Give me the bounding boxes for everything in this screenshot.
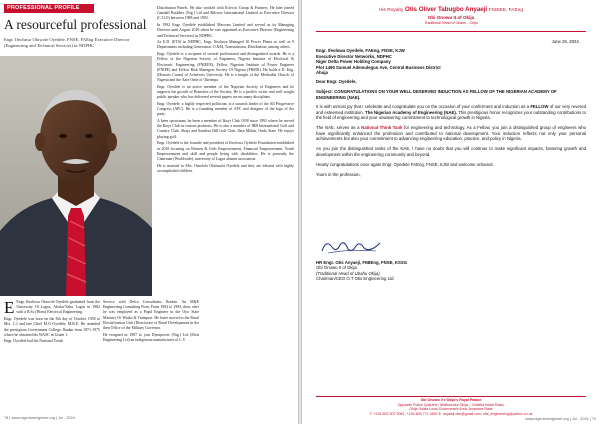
paragraph: It is with utmost joy that I celebrate and congratulate you on the occasion of your conferment and induction as a FELLOW of our very revered and esteemed institution, The Nigerian Academy of Engineering (NAE). This prestigious honor recognizes your outstanding contributions to the field of engineering and your unwavering commitment to technological growth in Nigeria. <box>316 104 587 120</box>
letterhead-name: His Royalty Otis Oliver Tabugbo Anyaeji FSIEEE, FAEng <box>378 6 524 13</box>
section-label: PROFESSIONAL PROFILE <box>4 4 94 13</box>
paragraph: Engr. Oyedele was born on the 8th day of October 1958 to Mrs. C.I and late Chief M.O Oyedele, M.B.E. He attended the prestigious Government College, Ibadan from 1971-1975 where he obtained his WASC in Grade 1. <box>4 317 100 337</box>
salutation: Dear Engr. Oyedele, <box>316 79 357 84</box>
letter-date: June 26, 2024. <box>551 39 580 44</box>
paragraph: As you join the distinguished ranks of the NAE, I have no doubt that you will continue to make significant impacts, fostering growth and development within the engineering community and beyond. <box>316 146 586 157</box>
paragraph: Engr. Oyedele is a recipient of several professional and distinguished awards. He is a Fellow of the Nigerian Society of Engineers, Nigeria Institute of Electrical & Electronic Engineering (FNIEEE), Fellow Nigerian Institute of Power Engineer (FNIPE) and Fellow Risk Managers Society Of Nigeria (FRMN). He holds a D. Eng. (Honoris Causa) of Achievers University. He is a knight of the Methodist Church of Nigeria and the Aare Onse of Okerinpa. <box>157 52 294 83</box>
paragraph: Engr. Oyedele had his National Youth <box>4 339 63 344</box>
article-column-bottom-1 <box>4 300 100 410</box>
page-folio-left: 78 | www.nigerianengineer.org | Jul - 2024 <box>4 416 75 420</box>
paragraph: As E.D. (ETS) in NDPHC, Engr. Ifeoluwa Managed 10 Power Plants as well as 9 Departments including Generation, O &M, Transmission, Distribution, among others. <box>157 40 294 50</box>
article-subtitle: Engr. Ifeoluwa Oluwole Oyedele, FNSE, FAEng Executive Director (Engineering and Technical Services) in NDPHC <box>4 37 130 48</box>
article-column-right <box>157 6 294 296</box>
paragraph: A keen sportsman, he been a member of Ikoyi Club 1938 since 1992 where he served the Ikoyi Club in various positions. He is also a member of IBB International Golf and Country Club, Abuja and Sandora Hill Golf Club, Ilara Mokin, Ondo State. He enjoys playing golf. <box>157 119 294 139</box>
article-title: A resourceful professional <box>4 17 147 32</box>
paragraph: Engr. Oyedele is an active member of the Nigerian Society of Engineers and he supports the growth of Branches of the Society. He is a prolific writer and well sought public speaker who has delivered several papers across many disciplines. <box>157 84 294 100</box>
recipient-address: Engr. Ifeoluwa Oyedele, FAEng, FNSE, KJW Executive Director Networks, NDPHC Niger Delta Power Holding Company Plot 1490 Samuel Ademulegun Ave, Central Business District Abuja <box>316 48 441 76</box>
paragraph: Engr. Oyedele is the founder and president of Ifeoluwa Oyedele Foundation established in 2018 focusing on Women & Girls Empowerment, Financial Empowerment, Youth Empowerment and skill and people living with disabilities. He is presently the Chairman (Worldwide), university of Lagos alumni association. <box>157 141 294 161</box>
paragraph: Hearty congratulations once again Engr. Oyedele FAEng, FNSE, KJW and welcome onboard. <box>316 161 494 167</box>
portrait-photo <box>0 56 152 296</box>
paragraph: In 1992 Engr. Oyedele established Mascom Limited and served as its Managing Director until August 2016 when he was appointed as Executive Director (Engineering and Technical Services) in NDPHC. <box>157 23 294 38</box>
paragraph: He is married to Mrs. Omolola Olufunola Oyedele and they are blessed with highly accomplished children. <box>157 163 294 173</box>
article-column-bottom-2 <box>103 300 199 410</box>
paragraph: The NAE, serves as a National Think Tank for engineering and technology. As a Fellow, you join a distinguished group of engineers who have significantly enhanced the profession and contributed to national development. Your induction reflects not only your personal achievements but also your commitment to advancing engineering education, practice, and policy in Nigeria. <box>316 125 586 142</box>
letter-subject: Subject: CONGRATULATIONS ON YOUR WELL DESERVED INDUCTION AS FELLOW OF THE NIGERIAN ACADEMY OF ENGINEERING (NAE). <box>316 89 557 100</box>
letterhead-title: Obi Onowu II of Okija <box>427 15 475 20</box>
paragraph: Service with Delco Consultants, Ibadan. An M&E Engineering Consulting Firm. From 1982 to 1983, then, after he was employed as a Pupil Engineer in the Oyo State Ministry Of Works & Transport. He latter moved to the Rural Electrification Unit (Directorate of Rural Development in the then Office of the Military Governor. <box>103 300 199 331</box>
drop-cap: E <box>4 300 15 317</box>
letterhead-subtitle: Traditional Head of Obanu - Okija <box>424 21 478 25</box>
footer-divider <box>316 396 586 397</box>
paragraph: E Engr. Ifeoluwa Oluwole Oyedele graduated from the University Of Lagos, Akoka-Yaba, Lagos in 1982 with a B.Sc (Hons) Electrical Engineering. <box>4 300 100 317</box>
paragraph: Yours in the profession, <box>316 171 361 177</box>
signature-block: HR Engr. Otis Anyaeji, FIIBEng, FNSE, KSSG Obi Onowu II of Okija (Traditional Head of Ubahu Okija) Chairman/CEO O.T Otis Engineering Ltd <box>316 260 408 282</box>
letter-body <box>316 104 586 182</box>
letterhead-divider <box>316 31 586 32</box>
paragraph: Engr. Oyedele, a highly respected politician, is a staunch leader of the All Progressive Congress (APC). He is a founding member of APC and designer of the logo of the party. <box>157 101 294 117</box>
letterhead <box>302 6 600 25</box>
right-page <box>302 0 600 424</box>
letter-footer: Obi Onowu II e'Okija's Royal Palace Opposite Police Quarters, Ubahuezike Okija – Onitsha Ihiala Road, Okija, Ihiala Local Government Area, Anambra State T: +234 803 307 9061, +234 805 771 2652 E: anyaeji.otis@gmail.com; otis_engineering@yahoo.co.uk <box>369 398 533 416</box>
handwritten-signature <box>320 237 382 257</box>
paragraph: Distribution Panels. He also worked with Eclectic Group & Partners. He later joined Gamlall Builders (Nig.) Ltd and Bilcrow International Limited as Executive Director (C.O.O) between 1988 and 1992. <box>157 6 294 21</box>
paragraph: He resigned in 1987 to join Dynapower (Nig.) Ltd (Mott Engineering Ltd) an indigenous manufacturer of L.V <box>103 332 199 342</box>
page-folio-right: www.nigerianengineer.org | Jul - 2024 | 79 <box>525 417 596 421</box>
